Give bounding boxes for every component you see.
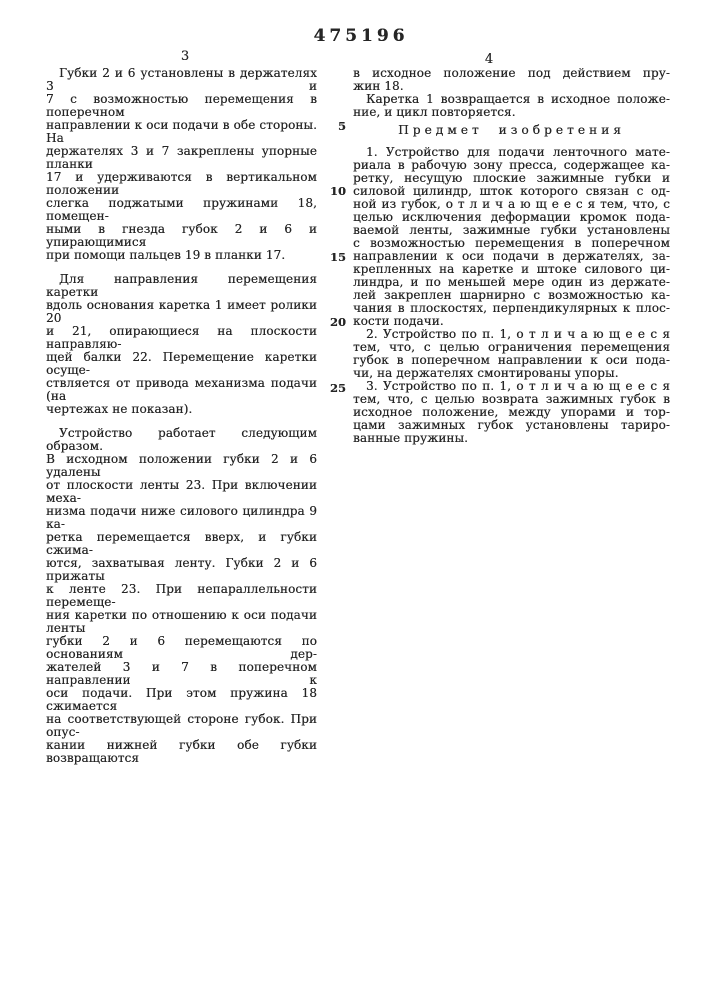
paragraph [353,328,670,380]
text-line: ванные пружины. [353,431,469,445]
text-line: силовой цилиндр, шток которого связан с од- [353,184,670,198]
text-line: ние, и цикл повторяется. [353,105,516,119]
text-line: ретку, несущую плоские зажимные губки и [353,171,670,185]
text-line: 7 с возможностью перемещения в поперечном [46,92,317,119]
page-number-right: 4 [484,52,494,67]
text-line: Для направления перемещения каретки [46,272,317,299]
text-line: на соответствующей стороне губок. При опус- [46,712,317,739]
paragraph [353,380,670,445]
text-line: 3. Устройство по п. 1, о т л и ч а ю щ е е с я [366,379,670,393]
margin-line-number: 5 [337,119,346,133]
margin-line-number: 25 [329,381,346,395]
text-line: от плоскости ленты 23. При включении меха- [46,478,317,505]
patent-number: 475196 [313,26,409,46]
paragraph [46,273,317,416]
text-line: направлении к оси подачи в держателях, за- [353,249,670,263]
margin-line-number: 15 [329,250,346,264]
text-line: чертежах не показан). [46,402,193,416]
text-line: крепленных на каретке и штоке силового ци- [353,262,670,276]
text-line: ными в гнезда губок 2 и 6 и упирающимися [46,222,317,249]
text-line: ваемой ленты, зажимные губки установлены [353,223,670,237]
text-line: Каретка 1 возвращается в исходное положе- [366,92,670,106]
text-line: слегка поджатыми пружинами 18, помещен- [46,196,317,223]
text-line: целью исключения деформации кромок пода- [353,210,670,224]
margin-line-number: 20 [329,315,346,329]
text-line: жин 18. [353,79,404,93]
text-line: тем, что, с целью возврата зажимных губок в [353,392,670,406]
text-line: оси подачи. При этом пружина 18 сжимается [46,686,317,713]
text-line: исходное положение, между упорами и тор- [353,405,670,419]
text-line: губок в поперечном направлении к оси пода- [353,353,670,367]
column-right [353,67,670,445]
text-line: ствляется от привода механизма подачи (на [46,376,317,403]
text-line: 1. Устройство для подачи ленточного мате- [366,145,670,159]
text-line: Устройство работает следующим образом. [46,426,317,453]
text-line: кости подачи. [353,314,444,328]
text-line: 17 и удерживаются в вертикальном положении [46,170,317,197]
text-line: Губки 2 и 6 установлены в держателях 3 и [46,66,317,93]
text-line: 2. Устройство по п. 1, о т л и ч а ю щ е е с я [366,327,670,341]
text-line: В исходном положении губки 2 и 6 удалены [46,452,317,479]
text-line: линдра, и по меньшей мере один из держате- [353,275,670,289]
claims-heading: Предмет изобретения [398,123,625,137]
text-line: кании нижней губки обе губки возвращаются [46,738,317,765]
text-line: к ленте 23. При непараллельности перемеще- [46,582,317,609]
text-line: лей закреплен шарнирно с возможностью ка- [353,288,670,302]
margin-line-number: 10 [329,184,346,198]
text-line: ретка перемещается вверх, и губки сжима- [46,530,317,557]
text-line: с возможностью перемещения в поперечном [353,236,670,250]
text-line: вдоль основания каретка 1 имеет ролики 20 [46,298,317,325]
text-line: чи, на держателях смонтированы упоры. [353,366,619,380]
text-line: в исходное положение под действием пру- [353,66,670,80]
text-line: ной из губок, о т л и ч а ю щ е е с я тем, что, с [353,197,670,211]
text-line: чания в плоскостях, перпендикулярных к плос- [353,301,670,315]
paragraph [353,93,670,119]
text-line: щей балки 22. Перемещение каретки осуще- [46,350,317,377]
text-line: и 21, опирающиеся на плоскости направляю- [46,324,317,351]
text-line: низма подачи ниже силового цилиндра 9 ка- [46,504,317,531]
paragraph [46,67,317,262]
text-line: при помощи пальцев 19 в планки 17. [46,248,286,262]
paragraph [353,146,670,328]
text-line: направлении к оси подачи в обе стороны. На [46,118,317,145]
text-line: цами зажимных губок установлены тариро- [353,418,670,432]
paragraph [46,427,317,765]
text-line: риала в рабочую зону пресса, содержащее ка- [353,158,670,172]
text-line: тем, что, с целью ограничения перемещения [353,340,670,354]
text-line: держателях 3 и 7 закреплены упорные планки [46,144,317,171]
text-line: губки 2 и 6 перемещаются по основаниям дер- [46,634,317,661]
text-line: ются, захватывая ленту. Губки 2 и 6 прижаты [46,556,317,583]
page-number-left: 3 [180,49,190,64]
text-line: ния каретки по отношению к оси подачи ленты [46,608,317,635]
paragraph [353,67,670,93]
column-left [46,67,317,765]
text-line: жателей 3 и 7 в поперечном направлении к [46,660,317,687]
